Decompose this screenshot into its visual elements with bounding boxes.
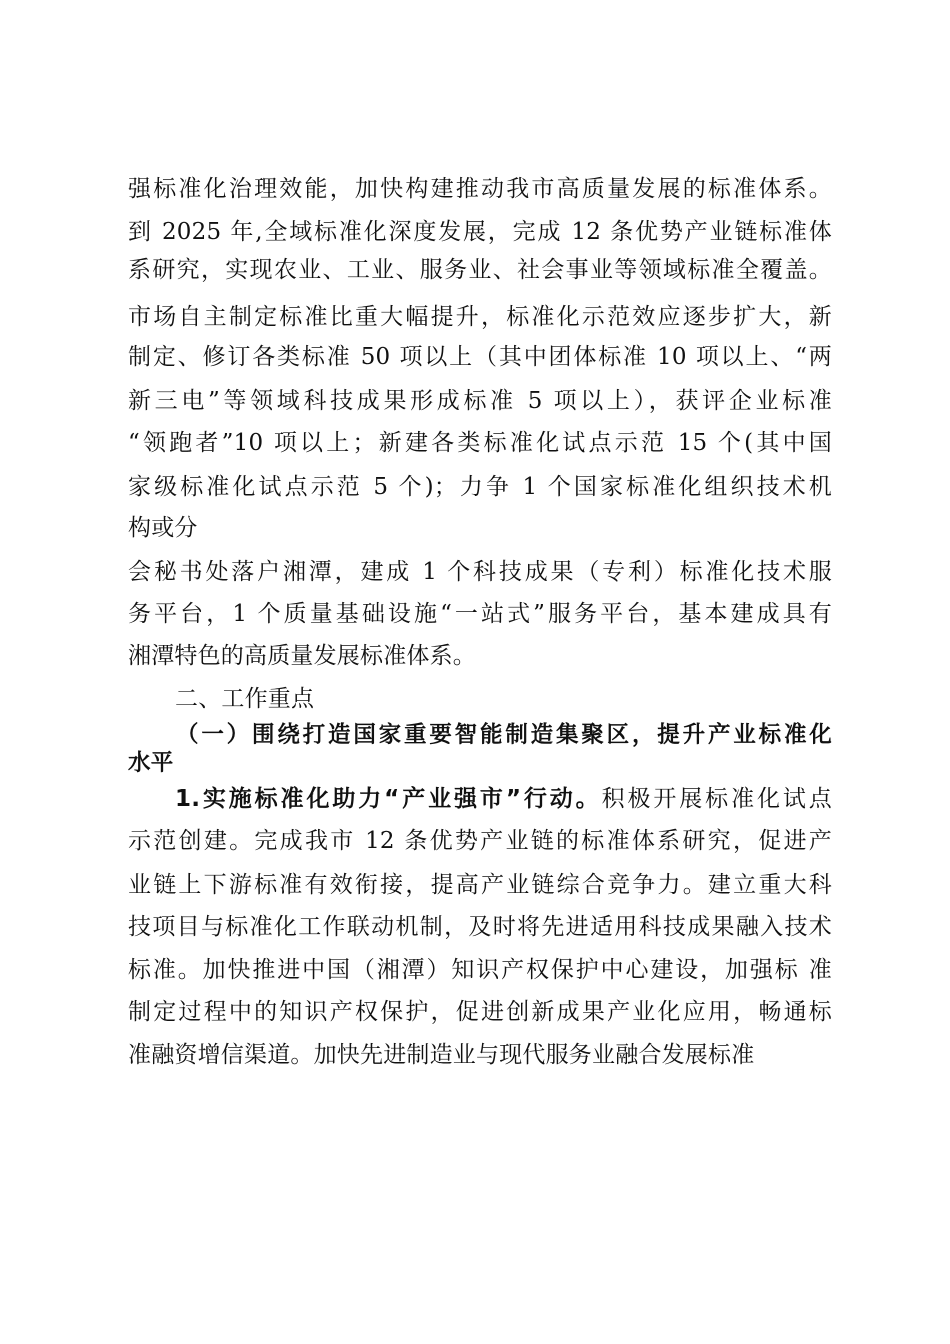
item-first-line [175,784,832,814]
paragraph-line: 强标准化治理效能，加快构建推动我市高质量发展的标准体系。 [128,176,832,202]
subsection-heading: （一）围绕打造国家重要智能制造集聚区，提升产业标准化 [176,722,832,748]
paragraph-line: 制定过程中的知识产权保护，促进创新成果产业化应用，畅通标 [128,999,832,1025]
paragraph-line: 湘潭特色的高质量发展标准体系。 [128,643,476,669]
paragraph-line: 新三电”等领域科技成果形成标准 5 项以上），获评企业标准 [128,388,832,414]
paragraph-line: 家级标准化试点示范 5 个)；力争 1 个国家标准化组织技术机 [128,474,832,500]
paragraph-line: 技项目与标准化工作联动机制，及时将先进适用科技成果融入技术 [128,914,832,940]
paragraph-line: 务平台，1 个质量基础设施“一站式”服务平台，基本建成具有 [128,601,832,627]
paragraph-line: 准融资增信渠道。加快先进制造业与现代服务业融合发展标准 [128,1042,755,1068]
paragraph-line: 构或分 [128,515,198,541]
paragraph-line: 到 2025 年,全域标准化深度发展，完成 12 条优势产业链标准体 [128,219,832,245]
paragraph-line: 业链上下游标准有效衔接，提高产业链综合竞争力。建立重大科 [128,872,832,898]
paragraph-line: 标准。加快推进中国（湘潭）知识产权保护中心建设，加强标 准 [128,957,832,983]
paragraph-line: 系研究，实现农业、工业、服务业、社会事业等领域标准全覆盖。 [128,257,832,283]
section-heading: 二、工作重点 [175,686,315,712]
paragraph-line: 示范创建。完成我市 12 条优势产业链的标准体系研究，促进产 [128,828,832,854]
paragraph-line: 市场自主制定标准比重大幅提升，标准化示范效应逐步扩大，新 [128,304,832,330]
subsection-heading-continued: 水平 [128,750,174,776]
paragraph-line: 制定、修订各类标准 50 项以上（其中团体标准 10 项以上、“两 [128,344,832,370]
paragraph-line: 会秘书处落户湘潭，建成 1 个科技成果（专利）标准化技术服 [128,559,832,585]
item-first-line-text: 积极开展标准化试点 [601,786,832,812]
item-lead-title: 1.实施标准化助力“产业强市”行动。 [175,786,602,812]
paragraph-line: “领跑者”10 项以上；新建各类标准化试点示范 15 个(其中国 [128,430,832,456]
